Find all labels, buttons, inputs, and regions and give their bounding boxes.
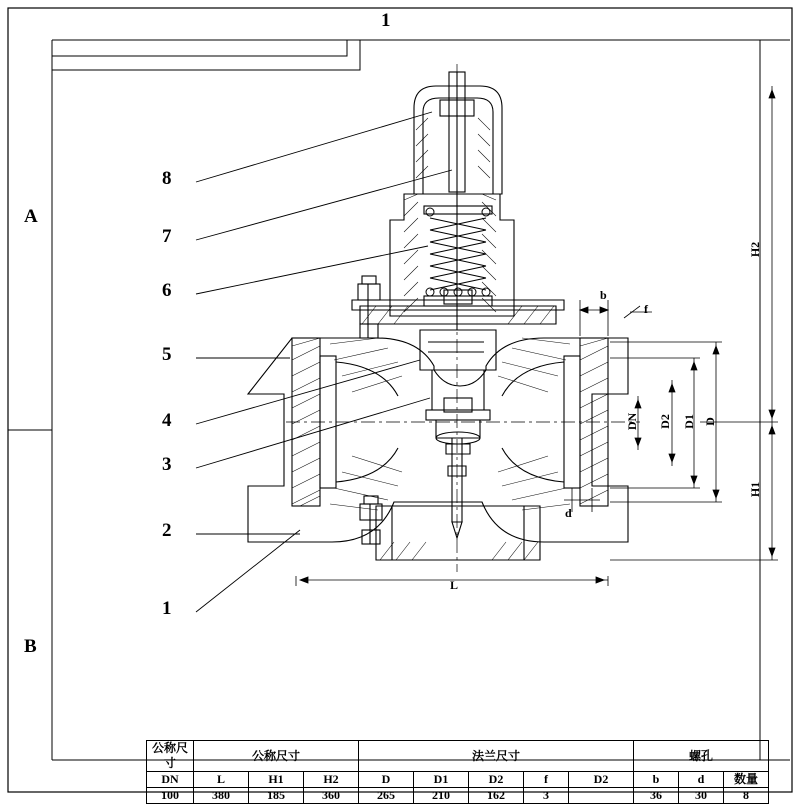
group-header-2: 法兰尺寸 <box>359 741 634 772</box>
table-row <box>147 788 769 804</box>
dimension-f: f <box>644 302 648 316</box>
dimension-d-bolt: d <box>565 506 572 520</box>
col-d-hole: d <box>679 772 724 788</box>
col-f: f <box>524 772 569 788</box>
col-d1: D1 <box>414 772 469 788</box>
dimension-l: L <box>450 578 459 592</box>
col-dn: DN <box>147 772 194 788</box>
sheet-title-number: 1 <box>381 10 391 31</box>
callout-4: 4 <box>162 410 172 431</box>
cell-h1: 185 <box>249 788 304 804</box>
cell-f: 3 <box>524 788 569 804</box>
group-header-0: 公称尺寸 <box>147 741 194 772</box>
table-group-header-row <box>147 741 769 772</box>
col-d2b: D2 <box>569 772 634 788</box>
col-d2: D2 <box>469 772 524 788</box>
col-h2: H2 <box>304 772 359 788</box>
zone-label-b: B <box>24 636 37 657</box>
callout-5: 5 <box>162 344 172 365</box>
cell-d: 265 <box>359 788 414 804</box>
dimension-d1: D1 <box>681 414 696 429</box>
cell-dn: 100 <box>147 788 194 804</box>
cell-l: 380 <box>194 788 249 804</box>
dimension-h1: H1 <box>748 481 763 498</box>
dimension-dn: DN <box>625 412 640 431</box>
specification-table-wrap <box>146 740 769 804</box>
callout-6: 6 <box>162 280 172 301</box>
dimension-d2: D2 <box>657 414 672 429</box>
dimension-h2: H2 <box>748 241 763 258</box>
table-column-header-row <box>147 772 769 788</box>
col-h1: H1 <box>249 772 304 788</box>
cell-qty: 8 <box>724 788 769 804</box>
dimension-d: D <box>702 417 717 426</box>
group-header-3: 螺孔 <box>634 741 769 772</box>
cell-b: 36 <box>634 788 679 804</box>
col-qty: 数量 <box>724 772 769 788</box>
col-d: D <box>359 772 414 788</box>
specification-table <box>146 740 769 804</box>
col-l: L <box>194 772 249 788</box>
callout-8: 8 <box>162 168 172 189</box>
callout-3: 3 <box>162 454 172 475</box>
cell-d1: 210 <box>414 788 469 804</box>
cell-d2: 162 <box>469 788 524 804</box>
dimension-b: b <box>600 288 607 302</box>
cell-d-hole: 30 <box>679 788 724 804</box>
callout-1: 1 <box>162 598 172 619</box>
callout-7: 7 <box>162 226 172 247</box>
cell-h2: 360 <box>304 788 359 804</box>
col-b: b <box>634 772 679 788</box>
zone-label-a: A <box>24 206 38 227</box>
callout-2: 2 <box>162 520 172 541</box>
group-header-1: 公称尺寸 <box>194 741 359 772</box>
cell-d2b <box>569 788 634 804</box>
